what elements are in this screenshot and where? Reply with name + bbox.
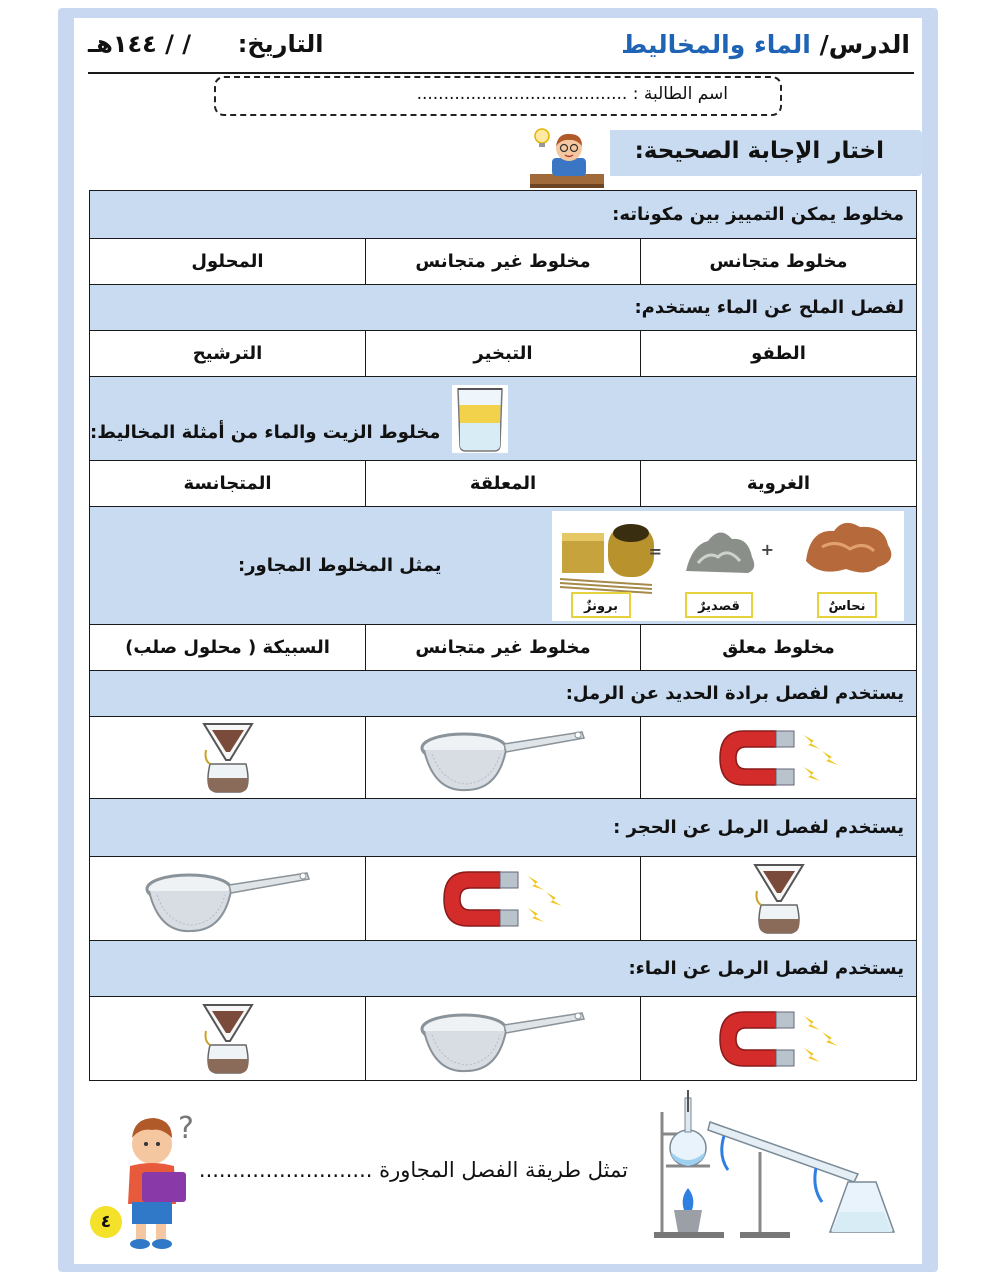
copper-label: نحاسٌ xyxy=(828,598,866,614)
sieve-icon xyxy=(418,1003,588,1075)
answer-option-sieve[interactable] xyxy=(366,717,641,799)
svg-text:+: + xyxy=(760,539,775,559)
answer-option[interactable]: مخلوط غير متجانس xyxy=(366,239,641,285)
answer-option[interactable]: الترشيح xyxy=(90,331,366,377)
answer-option-sieve[interactable] xyxy=(366,997,641,1081)
distillation-apparatus-icon xyxy=(640,1082,902,1242)
answer-option[interactable]: المحلول xyxy=(90,239,366,285)
answer-row xyxy=(90,331,917,377)
date-field xyxy=(88,30,324,58)
answer-option[interactable]: المتجانسة xyxy=(90,461,366,507)
sieve-icon xyxy=(143,863,313,935)
answer-option[interactable]: مخلوط معلق xyxy=(641,625,917,671)
magnet-icon xyxy=(438,866,568,932)
answer-option-magnet[interactable] xyxy=(641,717,917,799)
answer-option-filter-funnel[interactable] xyxy=(90,717,366,799)
filter-funnel-icon xyxy=(751,861,807,937)
page-number-badge: ٤ xyxy=(90,1206,122,1238)
question-prompt: مخلوط الزيت والماء من أمثلة المخاليط: xyxy=(90,422,441,443)
answer-row xyxy=(90,857,917,941)
magnet-icon xyxy=(714,725,844,791)
answer-row xyxy=(90,239,917,285)
beaker-oil-water-icon xyxy=(450,383,510,455)
question-row xyxy=(90,507,917,625)
date-slots: / / ١٤٤هـ xyxy=(88,30,192,58)
answer-option[interactable]: الطفو xyxy=(641,331,917,377)
instruction-text: اختار الإجابة الصحيحة: xyxy=(634,138,884,164)
question-row xyxy=(90,671,917,717)
footer-question: تمثل طريقة الفصل المجاورة .......................... xyxy=(198,1158,628,1182)
student-name-dots: ....................................... xyxy=(416,84,628,104)
thinking-boy-icon xyxy=(118,1108,208,1250)
answer-option[interactable]: التبخير xyxy=(366,331,641,377)
answer-option-filter-funnel[interactable] xyxy=(90,997,366,1081)
answer-row xyxy=(90,997,917,1081)
answer-row xyxy=(90,461,917,507)
question-mark: ? xyxy=(178,1111,194,1146)
question-row xyxy=(90,799,917,857)
answer-option-filter-funnel[interactable] xyxy=(641,857,917,941)
sieve-icon xyxy=(418,722,588,794)
question-row xyxy=(90,941,917,997)
answer-option[interactable]: المعلقة xyxy=(366,461,641,507)
boy-at-desk-icon xyxy=(524,126,604,188)
answer-option[interactable]: السبيكة ( محلول صلب) xyxy=(90,625,366,671)
lesson-topic: الماء والمخاليط xyxy=(621,30,811,59)
question-prompt: يستخدم لفصل الرمل عن الحجر : xyxy=(90,799,917,857)
answer-option-sieve[interactable] xyxy=(90,857,366,941)
header-divider xyxy=(88,72,914,74)
answer-option-magnet[interactable] xyxy=(366,857,641,941)
answer-option[interactable]: مخلوط متجانس xyxy=(641,239,917,285)
tin-label: قصديرٌ xyxy=(698,598,740,614)
magnet-icon xyxy=(714,1006,844,1072)
question-prompt: يستخدم لفصل برادة الحديد عن الرمل: xyxy=(90,671,917,717)
date-label: التاريخ: xyxy=(237,30,324,58)
alloy-equation-figure xyxy=(552,511,904,621)
student-name-label: اسم الطالبة : xyxy=(632,84,728,104)
question-row xyxy=(90,191,917,239)
student-name-box[interactable] xyxy=(214,76,782,116)
svg-text:=: = xyxy=(648,541,663,561)
question-prompt: يستخدم لفصل الرمل عن الماء: xyxy=(90,941,917,997)
questions-table xyxy=(89,190,917,1081)
question-row xyxy=(90,377,917,461)
question-prompt: يمثل المخلوط المجاور: xyxy=(238,555,442,576)
lesson-title xyxy=(621,30,910,59)
bronze-label: برونزٌ xyxy=(584,598,619,614)
answer-option-magnet[interactable] xyxy=(641,997,917,1081)
question-prompt: مخلوط يمكن التمييز بين مكوناته: xyxy=(90,191,917,239)
answer-option[interactable]: مخلوط غير متجانس xyxy=(366,625,641,671)
question-prompt: لفصل الملح عن الماء يستخدم: xyxy=(90,285,917,331)
filter-funnel-icon xyxy=(200,1001,256,1077)
answer-row xyxy=(90,625,917,671)
question-row xyxy=(90,285,917,331)
filter-funnel-icon xyxy=(200,720,256,796)
answer-option[interactable]: الغروية xyxy=(641,461,917,507)
answer-row xyxy=(90,717,917,799)
lesson-label: الدرس/ xyxy=(819,30,910,59)
